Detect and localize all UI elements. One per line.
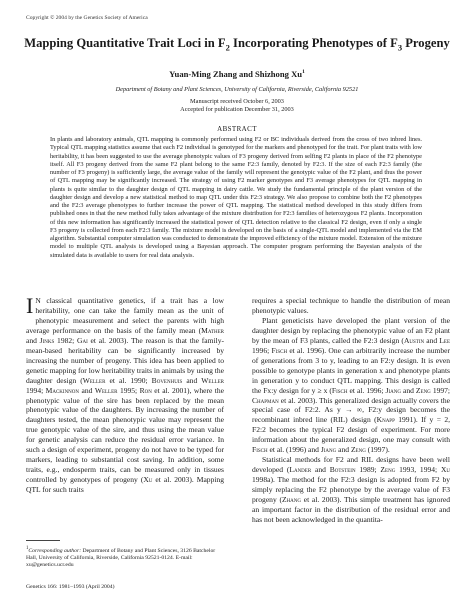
- body-text: and: [400, 385, 416, 395]
- footnote-label: Corresponding author:: [28, 547, 82, 554]
- citation-author: Weller: [94, 385, 118, 395]
- citation-author: Mather: [201, 325, 224, 335]
- abstract-heading: ABSTRACT: [217, 125, 257, 133]
- body-text: 1996;: [252, 345, 272, 355]
- citation-author: Lee: [439, 335, 450, 345]
- title-subscript-1: 2: [225, 42, 230, 53]
- body-text: and: [182, 375, 202, 385]
- author-line: [20, 69, 454, 79]
- citation-author: Jinks: [39, 335, 55, 345]
- citation-author: Jiang: [385, 385, 401, 395]
- body-text: et al. 1996;: [347, 385, 386, 395]
- body-text: and: [336, 445, 351, 455]
- body-text: et al. 2003). This generalized design actually covers the special case of F2:2. As y → ∞, F2:y design becomes the recombinant inbred line (RIL) design (: [252, 395, 450, 425]
- body-text: 1991). If y = 2, F2:2 becomes the typical F2 design of experiment. For more information about the generalized design, one may consult with: [252, 415, 450, 445]
- citation-author: Fisch: [331, 385, 348, 395]
- body-text: 1989;: [355, 465, 381, 475]
- body-column-right: [252, 296, 450, 525]
- paragraph-continued: requires a special technique to handle the distribution of mean phenotypic values.: [252, 296, 450, 315]
- citation-author: Zeng: [350, 445, 366, 455]
- citation-author: Zeng: [380, 465, 396, 475]
- citation-author: Xu: [440, 465, 450, 475]
- body-text: et al. (1996) and: [267, 445, 321, 455]
- copyright-line: Copyright © 2004 by the Genetics Society of America: [26, 15, 148, 21]
- author-footnote-mark: 1: [302, 69, 305, 76]
- citation-author: Fisch: [271, 345, 288, 355]
- intro-paragraph: [26, 293, 225, 495]
- paragraph-plant-design: [252, 316, 450, 455]
- paragraph-statistical-methods: [252, 455, 450, 525]
- citation-author: Ron: [139, 385, 152, 395]
- body-text: and: [26, 335, 40, 345]
- citation-author: Chapman: [252, 395, 279, 405]
- body-text: N classical quantitative genetics, if a trait has a low heritability, one can take the family mean as the unit of phenotypic measurement and select the parents with high average performance on the basis of the family mean (: [26, 296, 224, 335]
- citation-author: Bovenhuis: [151, 375, 183, 385]
- citation-author: Knapp: [376, 415, 395, 425]
- body-text: Plant geneticists have developed the plant version of the daughter design by replacing the phenotypic value of an F2 plant by the mean of F3 plants, called the F2:3 design (: [252, 315, 450, 345]
- body-text: 1993, 1994;: [395, 465, 441, 475]
- body-column-left: [26, 293, 225, 495]
- author-names: Yuan-Ming Zhang and Shizhong Xu: [169, 69, 303, 79]
- abstract-body: In plants and laboratory animals, QTL mapping is commonly performed using F2 or BC individuals derived from the cross of two inbred lines. Typical QTL mapping statistics assume that each F2 individual is genotyped for the markers and phenotyped for the trait. For plant traits with low heritability, it has been suggested to use the average phenotypic values of F3 progeny derived from selfing F2 plants in place of the F2 phenotype itself. All F3 progeny derived from the same F2 plant belong to the same F2:3 family, denoted by F2:3. If the size of each F2:3 family (the number of F3 progeny) is sufficiently large, the average value of the family will represent the genotypic value of the F2 plant, and thus the power of QTL mapping may be significantly increased. The strategy of using F2 marker genotypes and F3 average phenotypes for QTL mapping in plants is quite similar to the daughter design of QTL mapping in dairy cattle. We study the fundamental principle of the plant version of the daughter design and develop a new statistical method to map QTL under this F2:3 strategy. We also propose to combine both the F2 phenotypes and the F2:3 average phenotypes to further increase the power of QTL mapping. The statistical method developed in this study differs from published ones in that the new method fully takes advantage of the mixture distribution for F2:3 families of heterozygous F2 plants. Incorporation of this new information has significantly increased the statistical power of QTL detection relative to the classical F2 design, even if only a single F3 progeny is collected from each F2:3 family. The mixture model is developed on the basis of a single-QTL model and implemented via the EM algorithm. Substantial computer simulation was conducted to demonstrate the improved efficiency of the mixture model. Extension of the mixture model to multiple QTL analysis is developed using a Bayesian approach. The computer program performing the Bayesian analysis of the simulated data is available to users for real data analysis.: [50, 136, 422, 259]
- footnote-rule: [26, 540, 60, 541]
- body-text: 1997;: [430, 385, 451, 395]
- corresponding-author-footnote: [26, 545, 224, 570]
- citation-author: Zhang: [281, 495, 302, 505]
- citation-author: Austin: [403, 335, 425, 345]
- citation-author: Xu: [143, 475, 153, 485]
- footnote-mark: 1: [26, 546, 29, 551]
- affiliation: Department of Botany and Plant Sciences, University of California, Riverside, California 92521: [115, 86, 359, 93]
- body-text: et al. 1990;: [105, 375, 152, 385]
- citation-author: Botstein: [329, 465, 356, 475]
- body-text: 1995;: [117, 385, 140, 395]
- body-text: et al. 1996). One can arbitrarily increase the number of generations from 3 to y, leading to an F2:y design. It is even possible to genotype plants in generation x and phenotype plants in generation y to conduct QTL mapping. This design is called the Fx:y design for y ≥ x (: [252, 345, 451, 395]
- body-text: et al. 2003). Mapping QTL for such traits: [26, 475, 224, 495]
- body-text: et al. 2003). This simple treatment has ignored an important factor in the distribution of the residual error and has not been acknowledged in the quantita-: [252, 495, 450, 524]
- body-text: (1997).: [365, 445, 390, 455]
- citation-author: Fisch: [252, 445, 268, 455]
- body-text: 1998a). The method for the F2:3 design is adopted from F2 by simply replacing the F2 phenotype by the average value of F3 progeny (: [252, 475, 450, 505]
- body-text: and: [424, 335, 440, 345]
- manuscript-dates: [20, 98, 454, 115]
- journal-citation: Genetics 166: 1981–1993 (April 2004): [26, 584, 115, 590]
- body-text: and: [311, 465, 330, 475]
- body-text: 1982;: [54, 335, 78, 345]
- title-part-2: Incorporating Phenotypes of F: [229, 36, 398, 50]
- citation-author: Weller: [82, 375, 106, 385]
- citation-author: Gai: [77, 335, 88, 345]
- accepted-date: Accepted for publication December 31, 2003: [180, 106, 294, 114]
- citation-author: Jiang: [320, 445, 337, 455]
- body-text: et al. 2001), where the phenotypic value of the sire has been replaced by the mean phenotypic value of the daughters. By increasing the number of daughters tested, the mean phenotypic value may represent the true genotypic value of the sire, and thus using the mean value for genetic analysis can reduce the residual error variance. In such a design of experiment, progeny do not have to be typed for markers, leading to substantial cost saving. In addition, some traits, e.g., endosperm traits, can be measured only in tissues controlled by genotypes of progeny (: [26, 385, 225, 485]
- drop-cap: I: [26, 293, 34, 318]
- title-part-3: Progeny: [402, 36, 450, 50]
- title-subscript-2: 3: [397, 42, 403, 53]
- citation-author: Mackinnon: [45, 385, 80, 395]
- received-date: Manuscript received October 6, 2003: [190, 98, 284, 105]
- title-part-1: Mapping Quantitative Trait Loci in F: [24, 36, 226, 50]
- citation-author: Lander: [289, 465, 312, 475]
- body-text: et al. 2003). The reason is that the family-mean-based heritability can be significantly increased by increasing the number of progeny. This idea has been applied to genetic mapping for low heritability traits in animals by using the daughter design (: [26, 335, 224, 385]
- article-title: [20, 36, 454, 53]
- body-text: 1994;: [26, 385, 46, 395]
- citation-author: Weller: [201, 375, 224, 385]
- body-text: Statistical methods for F2 and RIL designs have been well developed (: [252, 455, 450, 475]
- footnote-text: Department of Botany and Plant Sciences, 3126 Batchelor Hall, University of California, Riverside, California 92521-0124. E-mail: xu@genetics.ucr.edu: [26, 547, 216, 569]
- body-text: and: [79, 385, 95, 395]
- citation-author: Zeng: [415, 385, 431, 395]
